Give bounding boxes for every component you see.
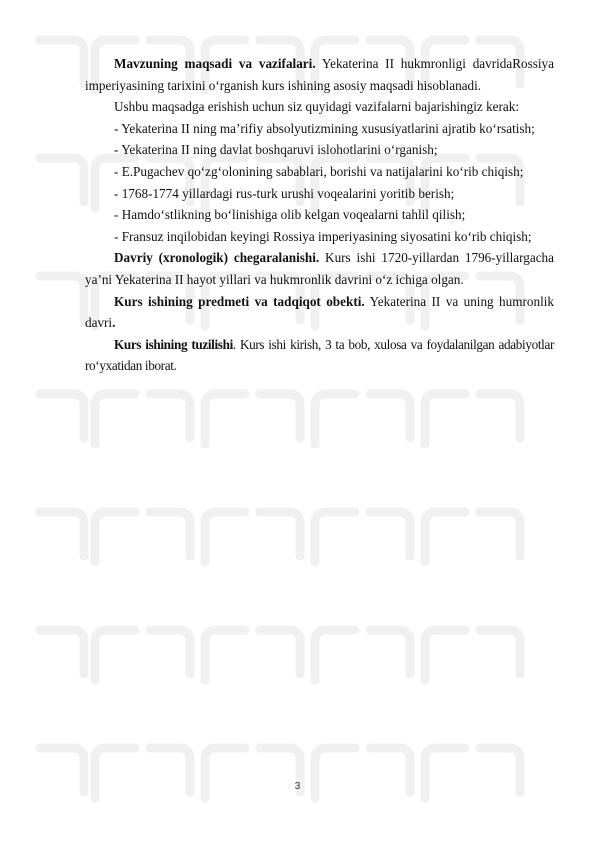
task-item (85, 204, 554, 226)
paragraph-text: Ushbu maqsadga erishish uchun siz quyidagi vazifalarni bajarishingiz kerak: (114, 99, 520, 115)
task-text: - Yekaterina II ning davlat boshqaruvi islohotlarini o‘rganish; (114, 142, 438, 158)
paragraph-text: Kurs ishi 1720-yillardan 1796-yillargacha ya’ni Yekaterina II hayot yillari va hukmronlik davrini o‘z ichiga olgan. (85, 250, 554, 287)
paragraph-subject (85, 291, 554, 334)
task-text: - 1768-1774 yillardagi rus-turk urushi voqealarini yoritib berish; (114, 185, 455, 201)
task-item (85, 118, 554, 140)
paragraph-goals (85, 53, 554, 96)
paragraph-intro-tasks (85, 96, 554, 118)
heading-chronology: Davriy (xronologik) chegaralanishi. (114, 250, 320, 266)
document-body (85, 53, 554, 377)
task-text: - E.Pugachev qo‘zg‘olonining sabablari, borishi va natijalarini ko‘rib chiqish; (114, 163, 524, 179)
task-item (85, 183, 554, 205)
paragraph-structure (85, 334, 554, 377)
page-number: 3 (294, 781, 301, 792)
heading-goals: Mavzuning maqsadi va vazifalari. (114, 56, 316, 71)
task-item (85, 226, 554, 248)
task-text: - Fransuz inqilobidan keyingi Rossiya imperiyasining siyosatini ko‘rib chiqish; (114, 228, 532, 244)
paragraph-text: Yekaterina II va uning humronlik davri (85, 293, 554, 331)
paragraph-text: . Kurs ishi kirish, 3 ta bob, xulosa va foydalanilgan adabiyotlar ro‘yxatidan iborat. (85, 336, 555, 374)
task-text: - Yekaterina II ning ma’rifiy absolyutizmining xususiyatlarini ajratib ko‘rsatish; (114, 120, 535, 136)
paragraph-text: Yekaterina II hukmronligi davridaRossiya imperiyasining tarixini o‘rganish kurs ishining asosiy maqsadi hisoblanadi. (85, 56, 554, 93)
task-item (85, 139, 554, 161)
heading-structure: Kurs ishining tuzilishi (114, 336, 233, 352)
paragraph-tail: . (112, 315, 116, 331)
heading-subject: Kurs ishining predmeti va tadqiqot obekti. (114, 293, 365, 309)
paragraph-chronology (85, 247, 554, 290)
task-item (85, 161, 554, 183)
task-text: - Hamdo‘stlikning bo‘linishiga olib kelgan voqealarni tahlil qilish; (114, 207, 466, 223)
